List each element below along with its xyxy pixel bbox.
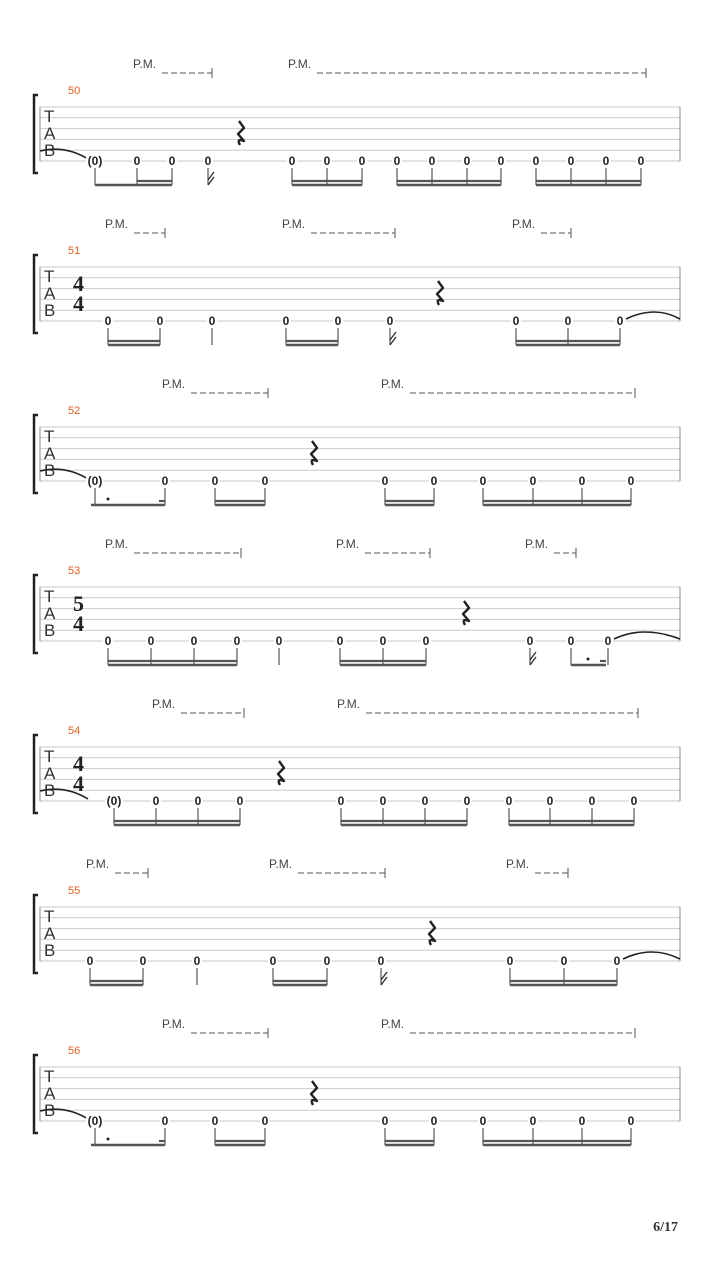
fret-number: 0 (529, 1114, 537, 1128)
fret-number: 0 (139, 954, 147, 968)
fret-number: 0 (147, 634, 155, 648)
fret-number: 0 (430, 1114, 438, 1128)
palm-mute-label: P.M. (336, 537, 360, 551)
time-signature-top: 4 (73, 751, 84, 776)
fret-number: 0 (529, 474, 537, 488)
palm-mute-label: P.M. (381, 377, 405, 391)
fret-number: (0) (106, 794, 122, 808)
time-signature-top: 5 (73, 591, 84, 616)
system-bracket (34, 895, 38, 973)
fret-number: 0 (133, 154, 141, 168)
time-signature-bottom: 4 (73, 771, 84, 796)
fret-number: 0 (379, 634, 387, 648)
tab-system-54 (34, 697, 680, 825)
tab-clef-letter: A (44, 124, 56, 143)
tab-system-56 (34, 1017, 680, 1145)
fret-number: 0 (479, 1114, 487, 1128)
fret-number: 0 (381, 474, 389, 488)
fret-number: 0 (578, 474, 586, 488)
fret-number: 0 (168, 154, 176, 168)
palm-mute-label: P.M. (162, 1017, 186, 1031)
tab-clef-letter: A (44, 444, 56, 463)
palm-mute-label: P.M. (525, 537, 549, 551)
quarter-rest (311, 441, 317, 465)
fret-number: 0 (323, 954, 331, 968)
fret-number: 0 (505, 794, 513, 808)
quarter-rest (437, 281, 443, 305)
tab-system-53 (34, 537, 680, 665)
fret-number: 0 (512, 314, 520, 328)
fret-number: 0 (358, 154, 366, 168)
system-bracket (34, 735, 38, 813)
fret-number: 0 (161, 1114, 169, 1128)
tie-arc-out (623, 952, 680, 959)
tab-clef-letter: B (44, 141, 56, 160)
fret-number: 0 (323, 154, 331, 168)
time-signature-bottom: 4 (73, 291, 84, 316)
fret-number: 0 (386, 314, 394, 328)
fret-number: 0 (428, 154, 436, 168)
palm-mute-label: P.M. (105, 537, 129, 551)
fret-number: 0 (602, 154, 610, 168)
fret-number: 0 (627, 474, 635, 488)
fret-number: 0 (282, 314, 290, 328)
fret-number: 0 (86, 954, 94, 968)
tab-clef-letter: A (44, 284, 56, 303)
fret-number: (0) (87, 474, 103, 488)
tab-system-50 (34, 57, 680, 185)
fret-number: 0 (479, 474, 487, 488)
tie-arc-out (626, 312, 680, 319)
fret-number: 0 (567, 634, 575, 648)
fret-number: 0 (421, 794, 429, 808)
fret-number: 0 (393, 154, 401, 168)
fret-number: 0 (152, 794, 160, 808)
fret-number: 0 (288, 154, 296, 168)
fret-number: 0 (613, 954, 621, 968)
fret-number: 0 (261, 1114, 269, 1128)
palm-mute-label: P.M. (337, 697, 361, 711)
fret-number: 0 (337, 794, 345, 808)
tab-clef-letter: A (44, 604, 56, 623)
tab-clef-letter: B (44, 781, 56, 800)
fret-number: 0 (236, 794, 244, 808)
fret-number: 0 (616, 314, 624, 328)
fret-number: 0 (588, 794, 596, 808)
fret-number: 0 (637, 154, 645, 168)
measure-number: 54 (68, 725, 81, 737)
quarter-rest (238, 121, 244, 145)
fret-number: 0 (567, 154, 575, 168)
fret-number: 0 (204, 154, 212, 168)
time-signature-bottom: 4 (73, 611, 84, 636)
tab-clef-letter: T (44, 747, 55, 766)
palm-mute-label: P.M. (162, 377, 186, 391)
fret-number: 0 (564, 314, 572, 328)
tab-clef-letter: B (44, 941, 56, 960)
system-bracket (34, 255, 38, 333)
fret-number: 0 (560, 954, 568, 968)
fret-number: 0 (532, 154, 540, 168)
palm-mute-label: P.M. (133, 57, 157, 71)
tab-clef-letter: A (44, 924, 56, 943)
dot (107, 498, 110, 501)
fret-number: 0 (334, 314, 342, 328)
measure-number: 51 (68, 245, 81, 257)
tab-clef-letter: B (44, 621, 56, 640)
tab-clef-letter: T (44, 1067, 55, 1086)
fret-number: 0 (211, 1114, 219, 1128)
fret-number: 0 (526, 634, 534, 648)
measure-number: 53 (68, 565, 81, 577)
fret-number: 0 (497, 154, 505, 168)
fret-number: 0 (546, 794, 554, 808)
measure-number: 50 (68, 85, 81, 97)
palm-mute-label: P.M. (282, 217, 306, 231)
fret-number: 0 (430, 474, 438, 488)
system-bracket (34, 575, 38, 653)
tab-clef-letter: A (44, 1084, 56, 1103)
system-bracket (34, 1055, 38, 1133)
fret-number: 0 (377, 954, 385, 968)
note-flag (208, 172, 214, 185)
quarter-rest (429, 921, 435, 945)
system-bracket (34, 415, 38, 493)
fret-number: 0 (194, 794, 202, 808)
fret-number: 0 (604, 634, 612, 648)
measure-number: 56 (68, 1045, 81, 1057)
fret-number: 0 (104, 634, 112, 648)
tab-clef-letter: T (44, 587, 55, 606)
fret-number: 0 (104, 314, 112, 328)
palm-mute-label: P.M. (86, 857, 110, 871)
fret-number: 0 (211, 474, 219, 488)
tab-system-52 (34, 377, 680, 505)
tab-system-55 (34, 857, 680, 985)
dot (587, 658, 590, 661)
palm-mute-label: P.M. (512, 217, 536, 231)
fret-number: 0 (630, 794, 638, 808)
fret-number: 0 (463, 154, 471, 168)
fret-number: 0 (463, 794, 471, 808)
fret-number: 0 (233, 634, 241, 648)
fret-number: 0 (193, 954, 201, 968)
fret-number: 0 (161, 474, 169, 488)
palm-mute-label: P.M. (381, 1017, 405, 1031)
tab-clef-letter: T (44, 267, 55, 286)
tab-clef-letter: A (44, 764, 56, 783)
tab-clef-letter: B (44, 461, 56, 480)
palm-mute-label: P.M. (269, 857, 293, 871)
measure-number: 55 (68, 885, 81, 897)
fret-number: 0 (381, 1114, 389, 1128)
page-number: 6/17 (653, 1220, 678, 1235)
measure-number: 52 (68, 405, 81, 417)
fret-number: 0 (422, 634, 430, 648)
palm-mute-label: P.M. (288, 57, 312, 71)
palm-mute-label: P.M. (506, 857, 530, 871)
tab-clef-letter: T (44, 907, 55, 926)
fret-number: 0 (379, 794, 387, 808)
fret-number: 0 (156, 314, 164, 328)
note-flag (390, 332, 396, 345)
note-flag (381, 972, 387, 985)
tab-clef-letter: B (44, 301, 56, 320)
fret-number: 0 (275, 634, 283, 648)
tie-arc-out (614, 632, 680, 639)
quarter-rest (278, 761, 284, 785)
fret-number: 0 (208, 314, 216, 328)
quarter-rest (463, 601, 469, 625)
fret-number: 0 (261, 474, 269, 488)
system-bracket (34, 95, 38, 173)
tab-system-51 (34, 217, 680, 345)
fret-number: (0) (87, 1114, 103, 1128)
fret-number: 0 (190, 634, 198, 648)
fret-number: 0 (506, 954, 514, 968)
time-signature-top: 4 (73, 271, 84, 296)
palm-mute-label: P.M. (105, 217, 129, 231)
fret-number: 0 (627, 1114, 635, 1128)
fret-number: 0 (269, 954, 277, 968)
fret-number: (0) (87, 154, 103, 168)
dot (107, 1138, 110, 1141)
tab-clef-letter: B (44, 1101, 56, 1120)
palm-mute-label: P.M. (152, 697, 176, 711)
fret-number: 0 (578, 1114, 586, 1128)
tab-clef-letter: T (44, 427, 55, 446)
fret-number: 0 (336, 634, 344, 648)
quarter-rest (311, 1081, 317, 1105)
note-flag (530, 652, 536, 665)
tab-clef-letter: T (44, 107, 55, 126)
